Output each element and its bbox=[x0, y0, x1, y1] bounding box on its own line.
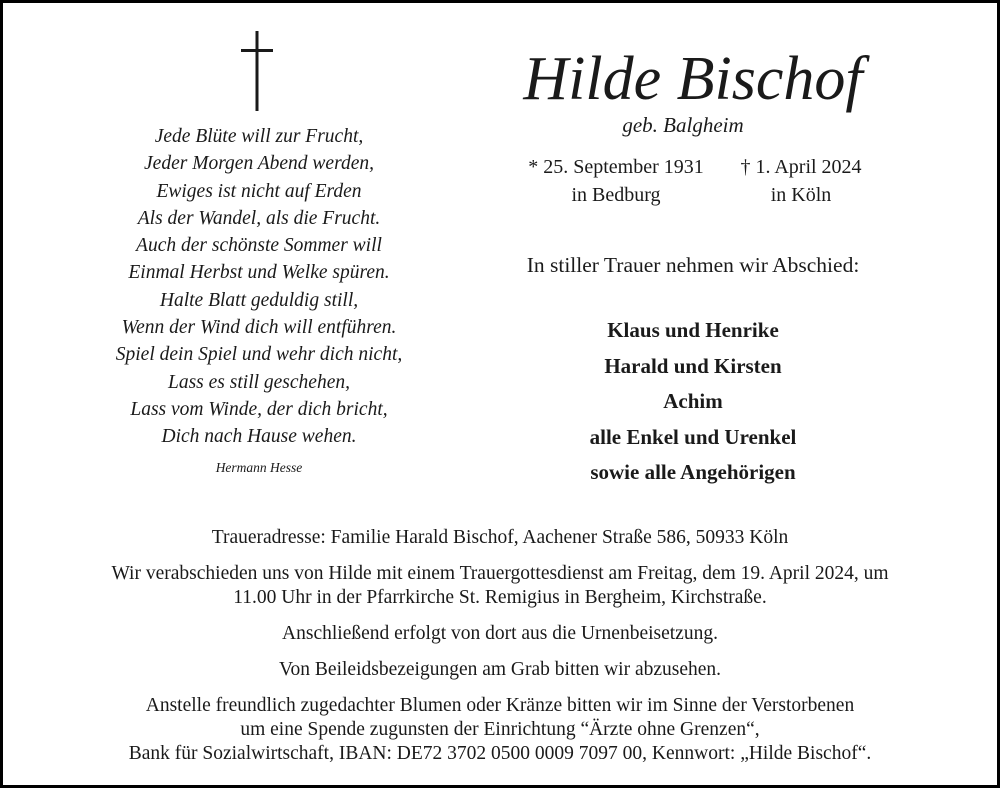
service-line: 11.00 Uhr in der Pfarrkirche St. Remigius in Bergheim, Kirchstraße. bbox=[233, 587, 767, 608]
mourner-entry: alle Enkel und Urenkel bbox=[589, 424, 797, 449]
mourner-entry: Klaus und Henrike bbox=[607, 318, 779, 342]
poem-line: Ewiges ist nicht auf Erden bbox=[156, 180, 362, 202]
poem-author: Hermann Hesse bbox=[215, 460, 303, 475]
birth-date: * 25. September 1931 bbox=[528, 156, 704, 178]
service-notice bbox=[23, 562, 977, 610]
poem bbox=[63, 123, 455, 451]
mourners-list bbox=[493, 313, 893, 491]
poem-line: Lass vom Winde, der dich bricht, bbox=[130, 398, 388, 420]
donation-line: Anstelle freundlich zugedachter Blumen oder Kränze bitten wir im Sinne der Verstorbenen bbox=[145, 695, 855, 716]
farewell-text: In stiller Trauer nehmen wir Abschied: bbox=[526, 253, 860, 277]
poem-line: Jeder Morgen Abend werden, bbox=[144, 153, 374, 175]
burial-notice bbox=[23, 622, 977, 646]
service-line: Wir verabschieden uns von Hilde mit einem Trauergottesdienst am Freitag, dem 19. April 2024, um bbox=[111, 563, 889, 584]
birth-name: geb. Balgheim bbox=[622, 113, 744, 137]
condolences-line: Von Beileidsbezeigungen am Grab bitten wir abzusehen. bbox=[278, 659, 722, 680]
address-line: Traueradresse: Familie Harald Bischof, Aachener Straße 586, 50933 Köln bbox=[211, 527, 789, 548]
donation-notice bbox=[23, 694, 977, 766]
birth-info bbox=[511, 153, 721, 209]
death-place: in Köln bbox=[770, 184, 832, 206]
notices bbox=[23, 526, 977, 778]
mourner-entry: Achim bbox=[663, 389, 723, 413]
poem-line: Lass es still geschehen, bbox=[168, 371, 350, 393]
poem-line: Jede Blüte will zur Frucht, bbox=[154, 126, 364, 147]
mourner-entry: Harald und Kirsten bbox=[604, 353, 782, 378]
donation-line: um eine Spende zugunsten der Einrichtung “Ärzte ohne Grenzen“, bbox=[240, 719, 760, 740]
poem-line: Einmal Herbst und Welke spüren. bbox=[128, 262, 390, 284]
death-info bbox=[731, 153, 871, 209]
mourner-entry: sowie alle Angehörigen bbox=[590, 460, 796, 484]
condolences-notice bbox=[23, 658, 977, 682]
mourning-address bbox=[23, 526, 977, 550]
birth-place: in Bedburg bbox=[571, 184, 661, 206]
death-date: † 1. April 2024 bbox=[740, 156, 862, 178]
cross-icon bbox=[239, 31, 275, 111]
burial-line: Anschließend erfolgt von dort aus die Urnenbeisetzung. bbox=[282, 623, 718, 644]
deceased-name: Hilde Bischof bbox=[523, 45, 863, 113]
poem-line: Auch der schönste Sommer will bbox=[136, 235, 382, 257]
donation-line: Bank für Sozialwirtschaft, IBAN: DE72 3702 0500 0009 7097 00, Kennwort: „Hilde Bischof“. bbox=[128, 743, 872, 764]
poem-line: Halte Blatt geduldig still, bbox=[159, 289, 359, 311]
poem-line: Wenn der Wind dich will entführen. bbox=[121, 317, 397, 339]
poem-line: Spiel dein Spiel und wehr dich nicht, bbox=[115, 344, 403, 366]
poem-line: Dich nach Hause wehen. bbox=[161, 426, 357, 448]
poem-line: Als der Wandel, als die Frucht. bbox=[137, 207, 381, 229]
